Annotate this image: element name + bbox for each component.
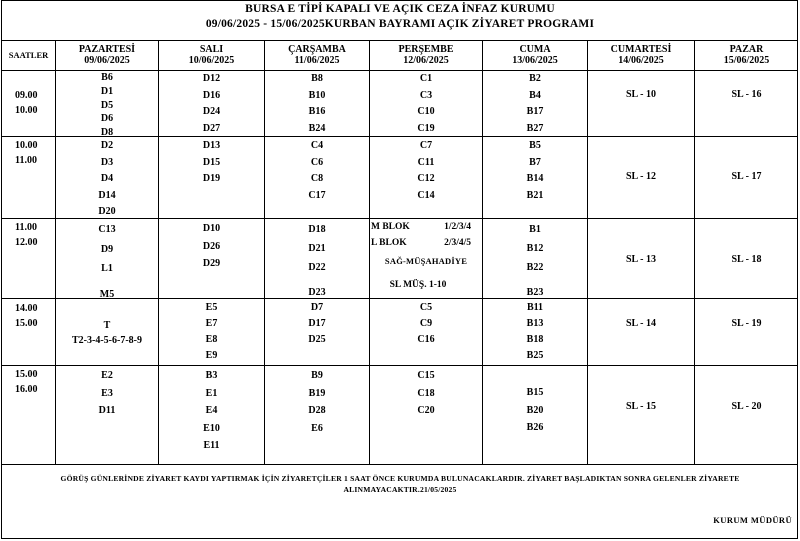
day-header-sunday xyxy=(695,44,798,66)
saatler-header: SAATLER xyxy=(8,50,49,60)
ward-code: B25 xyxy=(526,350,544,361)
schedule-cell-wednesday xyxy=(265,220,369,302)
m-blok-value: 1/2/3/4 xyxy=(444,222,471,232)
ward-code: C11 xyxy=(417,156,435,168)
schedule-cell-friday xyxy=(483,138,587,204)
slot-start: 09.00 xyxy=(15,90,38,101)
ward-code: B9 xyxy=(311,370,323,381)
schedule-cell-monday xyxy=(56,367,158,420)
day-header-tuesday xyxy=(159,44,264,66)
ward-code: D9 xyxy=(100,243,114,255)
ward-code: B27 xyxy=(526,122,544,134)
ward-code: B16 xyxy=(308,106,326,118)
schedule-cell-sunday: SL - 16 xyxy=(731,89,762,100)
ward-code: D20 xyxy=(98,206,116,217)
ward-code: D7 xyxy=(310,302,324,313)
ward-code: D5 xyxy=(100,99,114,111)
schedule-cell-monday xyxy=(56,71,158,140)
ward-code: E7 xyxy=(205,318,218,329)
ward-code: E2 xyxy=(101,370,113,381)
signature-label: KURUM MÜDÜRÜ xyxy=(713,515,792,525)
ward-code: D25 xyxy=(308,334,326,345)
ward-code: C16 xyxy=(417,334,435,345)
ward-code: E5 xyxy=(205,302,218,313)
slot-start: 14.00 xyxy=(15,303,38,314)
ward-code: B10 xyxy=(308,89,326,101)
schedule-cell-wednesday xyxy=(265,367,369,437)
ward-code: B7 xyxy=(529,156,541,168)
schedule-cell-tuesday xyxy=(159,300,264,364)
grid-line xyxy=(1,464,798,465)
slot-end: 12.00 xyxy=(15,237,38,248)
grid-line xyxy=(1,40,798,41)
schedule-cell-saturday: SL - 12 xyxy=(625,171,656,182)
ward-code: D2 xyxy=(100,140,114,151)
day-header-thursday xyxy=(370,44,482,66)
ward-code: D1 xyxy=(100,85,114,97)
ward-code: B22 xyxy=(526,262,544,273)
schedule-cell-sunday: SL - 19 xyxy=(731,318,762,329)
ward-code: E11 xyxy=(203,440,220,451)
ward-code: E10 xyxy=(203,422,220,434)
program-title: 09/06/2025 - 15/06/2025KURBAN BAYRAMI AÇIK ZİYARET PROGRAMI xyxy=(205,18,595,30)
ward-code: C14 xyxy=(417,189,435,201)
day-header-monday xyxy=(56,44,158,66)
ward-code: D15 xyxy=(202,156,221,168)
day-date: 13/06/2025 xyxy=(512,55,558,66)
ward-code: B24 xyxy=(308,122,326,134)
schedule-cell-thursday xyxy=(370,300,482,348)
ward-code: B2 xyxy=(529,73,541,84)
schedule-cell-sunday: SL - 18 xyxy=(731,254,762,265)
ward-code: D17 xyxy=(308,318,326,329)
ward-code: C5 xyxy=(419,302,433,313)
ward-code: B11 xyxy=(526,302,544,313)
ward-code: E6 xyxy=(311,422,323,434)
ward-code: D22 xyxy=(308,262,326,273)
slot-end: 10.00 xyxy=(15,105,38,116)
day-name: SALI xyxy=(199,44,224,55)
ward-code: C18 xyxy=(417,387,435,399)
day-name: PERŞEMBE xyxy=(398,44,454,55)
time-slot xyxy=(15,88,38,118)
day-name: CUMARTESİ xyxy=(610,44,672,55)
ward-code: D13 xyxy=(202,140,221,151)
ward-code: L1 xyxy=(101,263,113,274)
schedule-cell-tuesday xyxy=(159,71,264,137)
ward-code: D29 xyxy=(202,258,221,269)
l-blok-value: 2/3/4/5 xyxy=(444,238,471,248)
ward-code: D27 xyxy=(202,122,221,134)
ward-code: C15 xyxy=(417,370,435,381)
schedule-cell-thursday xyxy=(370,220,482,298)
schedule-cell-friday xyxy=(483,220,587,302)
ward-code: D18 xyxy=(308,224,326,235)
ward-code: D3 xyxy=(100,156,114,168)
day-date: 14/06/2025 xyxy=(618,55,664,66)
ward-code: D4 xyxy=(100,173,114,184)
ward-code: C6 xyxy=(310,156,324,168)
ward-code: D23 xyxy=(308,287,326,298)
schedule-cell-saturday: SL - 15 xyxy=(625,401,656,412)
schedule-cell-wednesday xyxy=(265,138,369,204)
ward-code: B17 xyxy=(526,106,544,118)
ward-code: B4 xyxy=(529,89,541,101)
visit-rules-note-line2: ALINMAYACAKTIR.21/05/2025 xyxy=(343,485,457,494)
grid-line xyxy=(1,365,798,366)
ward-code: C8 xyxy=(310,173,324,184)
ward-code: E3 xyxy=(101,387,113,399)
schedule-cell-saturday: SL - 14 xyxy=(625,318,656,329)
slot-start: 11.00 xyxy=(15,222,37,233)
day-header-saturday xyxy=(588,44,694,66)
ward-code: C4 xyxy=(310,140,324,151)
schedule-cell-friday xyxy=(483,300,587,364)
ward-code: B23 xyxy=(526,287,544,298)
schedule-cell-thursday xyxy=(370,138,482,204)
ward-code: D11 xyxy=(98,405,116,416)
day-date: 11/06/2025 xyxy=(294,55,340,66)
ward-code: B21 xyxy=(526,189,544,201)
ward-code: C3 xyxy=(419,89,433,101)
day-name: ÇARŞAMBA xyxy=(288,44,346,55)
ward-code: B6 xyxy=(101,72,113,83)
day-header-friday xyxy=(483,44,587,66)
schedule-cell-wednesday xyxy=(265,300,369,348)
ward-code: B8 xyxy=(311,73,323,84)
slot-end: 15.00 xyxy=(15,318,38,329)
time-slot xyxy=(15,220,38,250)
time-slot xyxy=(15,367,38,397)
sag-musahadiye: SAĞ-MÜŞAHADİYE xyxy=(384,256,468,266)
ward-code: D14 xyxy=(98,189,116,201)
ward-code: C17 xyxy=(308,189,326,201)
ward-code: C9 xyxy=(419,318,433,329)
ward-code: D10 xyxy=(202,223,221,234)
slot-start: 15.00 xyxy=(15,369,38,380)
day-name: PAZAR xyxy=(729,44,764,55)
day-date: 09/06/2025 xyxy=(84,55,130,66)
ward-code: B3 xyxy=(205,370,218,381)
schedule-cell-friday xyxy=(483,71,587,137)
ward-code: B5 xyxy=(529,140,541,151)
ward-code: D6 xyxy=(100,113,114,125)
ward-code: C19 xyxy=(417,122,435,134)
time-slot xyxy=(15,301,38,331)
ward-code: D28 xyxy=(308,405,326,416)
day-name: PAZARTESİ xyxy=(78,44,136,55)
schedule-cell-tuesday xyxy=(159,138,264,188)
ward-code: B1 xyxy=(529,224,541,235)
ward-code: T xyxy=(103,320,111,331)
ward-code: E1 xyxy=(205,387,218,399)
ward-code: B26 xyxy=(526,422,544,433)
ward-code: B18 xyxy=(526,334,544,345)
time-slot xyxy=(15,138,38,168)
ward-code: C12 xyxy=(417,173,435,184)
ward-code: D24 xyxy=(202,106,221,118)
schedule-cell-saturday: SL - 13 xyxy=(625,254,656,265)
ward-code: T2-3-4-5-6-7-8-9 xyxy=(72,335,142,346)
ward-code: C1 xyxy=(419,73,433,84)
slot-end: 16.00 xyxy=(15,384,38,395)
ward-code: D16 xyxy=(202,89,221,101)
schedule-cell-monday xyxy=(56,318,158,348)
day-header-wednesday xyxy=(265,44,369,66)
ward-code: E8 xyxy=(205,334,218,345)
ward-code: B14 xyxy=(526,173,544,184)
institution-title: BURSA E TİPİ KAPALI VE AÇIK CEZA İNFAZ KURUMU xyxy=(245,3,555,15)
ward-code: C13 xyxy=(98,224,116,235)
ward-code: C7 xyxy=(419,140,433,151)
ward-code: D21 xyxy=(308,243,326,254)
ward-code: B15 xyxy=(526,387,544,398)
schedule-cell-thursday xyxy=(370,71,482,137)
ward-code: D19 xyxy=(202,173,221,184)
schedule-cell-monday xyxy=(56,138,158,221)
ward-code: B13 xyxy=(526,318,544,329)
slot-end: 11.00 xyxy=(15,155,37,166)
ward-code: B19 xyxy=(308,387,326,399)
visit-rules-note-line1: GÖRÜŞ GÜNLERİNDE ZİYARET KAYDI YAPTIRMAK İÇİN ZİYARETÇİLER 1 SAAT ÖNCE KURUMDA BULUNACAKLARDIR. ZİYARET BAŞLADIKTAN SONRA GELENLER ZİYARETE xyxy=(60,474,740,483)
schedule-cell-sunday: SL - 17 xyxy=(731,171,762,182)
ward-code: C10 xyxy=(417,106,435,118)
ward-code: D26 xyxy=(202,240,221,252)
ward-code: B12 xyxy=(526,243,544,254)
day-name: CUMA xyxy=(519,44,551,55)
ward-code: M5 xyxy=(99,288,115,300)
schedule-cell-tuesday xyxy=(159,220,264,273)
day-date: 10/06/2025 xyxy=(188,55,235,66)
ward-code: C20 xyxy=(417,405,435,416)
day-date: 12/06/2025 xyxy=(403,55,449,66)
schedule-cell-saturday: SL - 10 xyxy=(625,89,656,100)
m-blok-label: M BLOK xyxy=(371,222,410,232)
slot-start: 10.00 xyxy=(15,140,38,151)
ward-code: B20 xyxy=(526,404,544,416)
schedule-cell-friday xyxy=(483,384,587,437)
schedule-cell-sunday: SL - 20 xyxy=(731,401,762,412)
schedule-cell-monday xyxy=(56,220,158,304)
day-date: 15/06/2025 xyxy=(723,55,770,66)
ward-code: D8 xyxy=(100,127,114,139)
ward-code: D12 xyxy=(202,73,221,84)
schedule-cell-thursday xyxy=(370,367,482,420)
sl-musahade: SL MÜŞ. 1-10 xyxy=(389,280,447,290)
ward-code: E9 xyxy=(205,350,218,361)
ward-code: E4 xyxy=(205,405,218,416)
schedule-cell-wednesday xyxy=(265,71,369,137)
schedule-cell-tuesday xyxy=(159,367,264,455)
l-blok-label: L BLOK xyxy=(371,238,407,248)
